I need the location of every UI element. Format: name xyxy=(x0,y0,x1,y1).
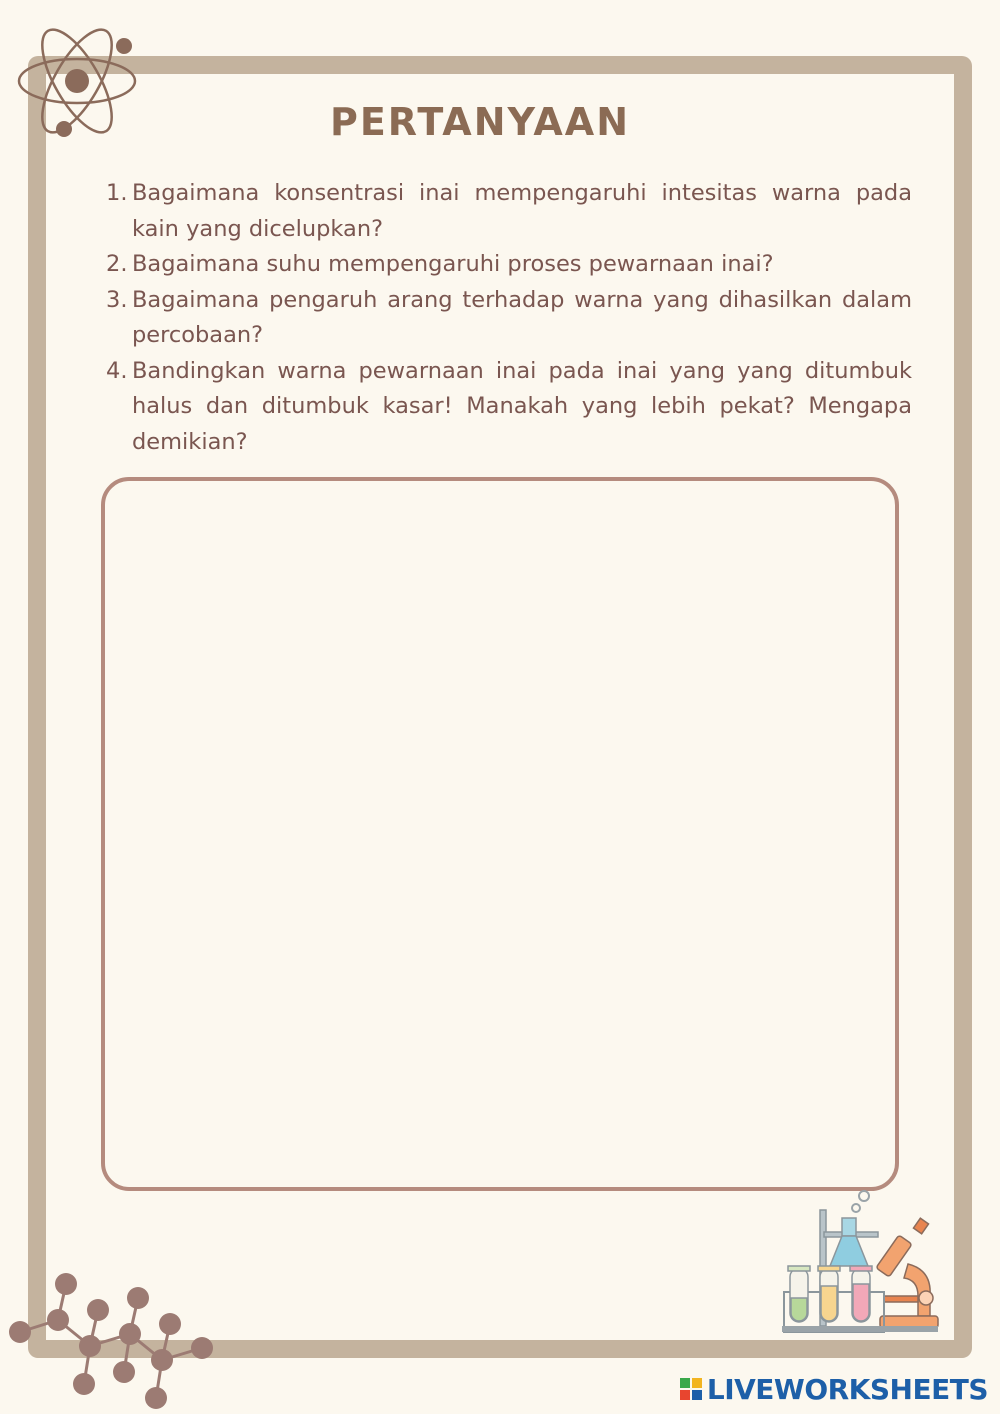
question-number: 2. xyxy=(106,251,128,277)
question-number: 4. xyxy=(106,357,128,384)
question-number: 1. xyxy=(106,180,128,206)
answer-input[interactable] xyxy=(101,477,899,1191)
lab-equipment-icon xyxy=(780,1188,944,1338)
list-item xyxy=(106,247,912,283)
list-item xyxy=(106,354,912,461)
molecule-icon xyxy=(6,1268,218,1414)
question-text: Bagaimana pengaruh arang terhadap warna yang dihasilkan dalam percobaan? xyxy=(132,286,912,348)
logo-text: LIVEWORKSHEETS xyxy=(706,1372,988,1406)
list-item xyxy=(106,176,912,247)
list-item xyxy=(106,283,912,354)
question-text: Bagaimana konsentrasi inai mempengaruhi intesitas warna pada kain yang dicelupkan? xyxy=(132,180,912,242)
page-title: PERTANYAAN xyxy=(329,100,631,144)
question-text: Bandingkan warna pewarnaan inai pada inai yang yang ditumbuk halus dan ditumbuk kasar! Manakah yang lebih pekat? Mengapa demikian? xyxy=(132,357,912,455)
liveworksheets-logo xyxy=(680,1372,988,1406)
question-number: 3. xyxy=(106,286,128,313)
logo-mark-icon xyxy=(680,1378,702,1400)
question-text: Bagaimana suhu mempengaruhi proses pewarnaan inai? xyxy=(132,251,774,277)
question-list xyxy=(106,176,912,460)
